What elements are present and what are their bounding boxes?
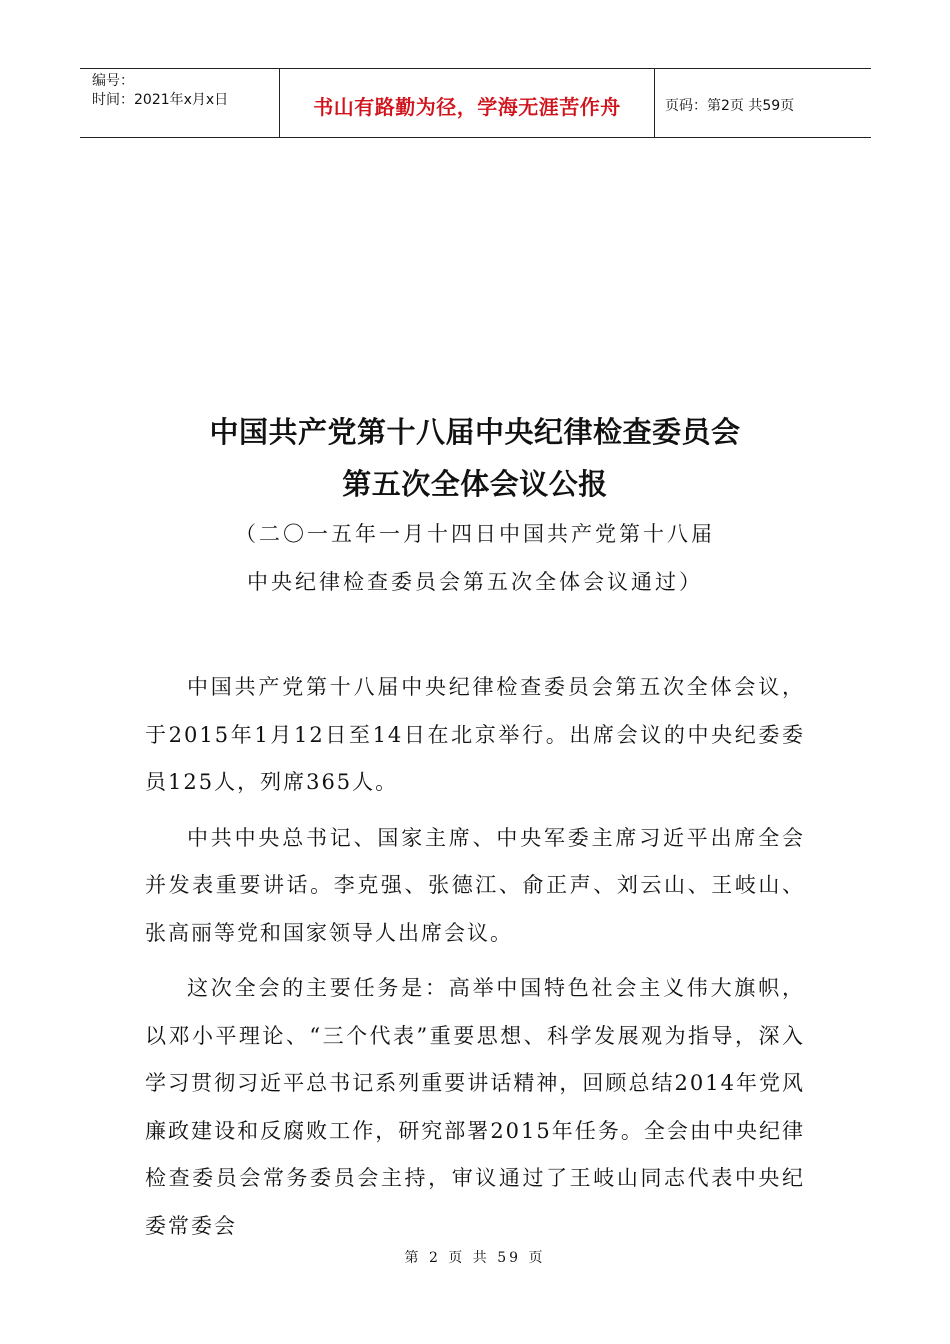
subtitle-line-1: （二〇一五年一月十四日中国共产党第十八届 — [235, 522, 715, 546]
paragraph: 中国共产党第十八届中央纪律检查委员会第五次全体会议，于2015年1月12日至14日在北京举行。出席会议的中央纪委委员125人，列席365人。 — [145, 675, 805, 794]
header-meta — [80, 69, 280, 137]
paragraph: 中共中央总书记、国家主席、中央军委主席习近平出席全会并发表重要讲话。李克强、张德江、俞正声、刘云山、王岐山、张高丽等党和国家领导人出席会议。 — [145, 825, 805, 945]
number-label: 编号： — [92, 73, 134, 89]
title-line-2: 第五次全体会议公报 — [342, 467, 608, 501]
page-footer: 第 2 页 共 59 页 — [404, 1250, 546, 1266]
header-motto: 书山有路勤为径，学海无涯苦作舟 — [280, 69, 655, 137]
title-line-1: 中国共产党第十八届中央纪律检查委员会 — [209, 415, 741, 449]
body-text — [145, 664, 805, 1258]
document-header — [80, 68, 871, 138]
subtitle-line-2: 中央纪律检查委员会第五次全体会议通过） — [247, 570, 703, 594]
date-label: 时间：2021年x月x日 — [92, 92, 229, 108]
paragraph: 这次全会的主要任务是：高举中国特色社会主义伟大旗帜，以邓小平理论、“三个代表”重要思想、科学发展观为指导，深入学习贯彻习近平总书记系列重要讲话精神，回顾总结2014年党风廉政建设和反腐败工作，研究部署2015年任务。全会由中央纪律检查委员会常务委员会主持，审议通过了王岐山同志代表中央纪委常委会 — [145, 976, 805, 1238]
header-page-info: 页码：第2页 共59页 — [665, 97, 795, 114]
